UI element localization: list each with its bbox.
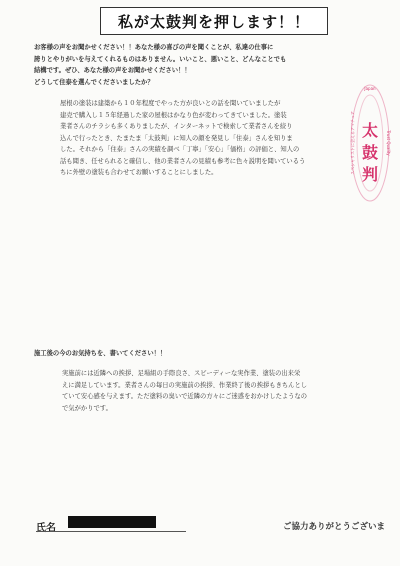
intro-line: 結構です。ぜひ、あなた様の声をお聞かせください！！ [34, 67, 191, 75]
thanks-message: ご協力ありがとうございま [283, 522, 386, 532]
answer-why-chosen [60, 98, 350, 179]
intro-line: 誇りとやりがいを与えてくれるものはありません。いいこと、悪いこと、どんなことでも [34, 55, 287, 63]
stamp-arc-right: Trust Quality [386, 130, 391, 156]
stamp-char: 判 [361, 165, 379, 184]
answer-line: ていて安心感を与えます。ただ塗料の臭いで近隣の方々にご迷惑をおかけしたようなの [62, 393, 308, 400]
section-after-construction-heading: 施工後の今のお気持ちを、書いてください！！ [34, 350, 167, 357]
answer-line: で気がかりです。 [62, 404, 112, 412]
name-label: 氏名 [36, 523, 56, 534]
answer-line: 屋根の塗装は建築から１０年程度でやった方が良いとの話を聞いていましたが [60, 100, 281, 107]
title-box [100, 7, 328, 35]
name-underline [36, 531, 186, 532]
intro-prompt [34, 42, 334, 88]
stamp-arc-left: スペシャリストに会えるアマチュア [350, 111, 355, 175]
answer-line: 実施前には近隣への挨拶、足場組の手際良さ、スピーディーな実作業、塗装の出来栄 [62, 370, 301, 377]
stamp-arc-top: Japan [364, 86, 376, 91]
answer-line: 業者さんのチラシも多くありましたが、インターネットで検索して業者さんを絞り [60, 123, 293, 130]
taikoban-stamp-seal [349, 80, 391, 206]
intro-line: お客様の声をお聞かせください！！あなた様の喜びの声を聞くことが、私達の仕事に [34, 44, 274, 51]
answer-line: した。それから「住泰」さんの実績を調べ「丁寧」「安心」「価格」の評価と、知人の [60, 146, 300, 153]
answer-line: 込んで行ったとき、たまたま「太鼓判」に知人の顔を発見し「住泰」さんを知りま [60, 134, 293, 142]
name-redaction [68, 516, 156, 528]
stamp-char: 太 [361, 121, 379, 140]
intro-line: どうして住泰を選んでくださいましたか？ [34, 78, 154, 86]
answer-line: ちに外壁の塗装も合わせてお願いすることにしました。 [60, 169, 218, 176]
stamp-char: 鼓 [361, 143, 379, 162]
answer-line: 話も聞き、任せられると確信し、他の業者さんの見積も参考に色々説明を聞いているう [60, 157, 306, 165]
answer-after-construction [62, 368, 362, 414]
page-title: 私が太鼓判を押します！！ [117, 12, 310, 31]
answer-line: 建売で購入し１５年経過した家の屋根はかなり色が変わってきていました。塗装 [60, 111, 287, 119]
answer-line: えに満足しています。業者さんの毎日の実施前の挨拶、作業終了後の挨拶もきちんとし [62, 381, 308, 389]
